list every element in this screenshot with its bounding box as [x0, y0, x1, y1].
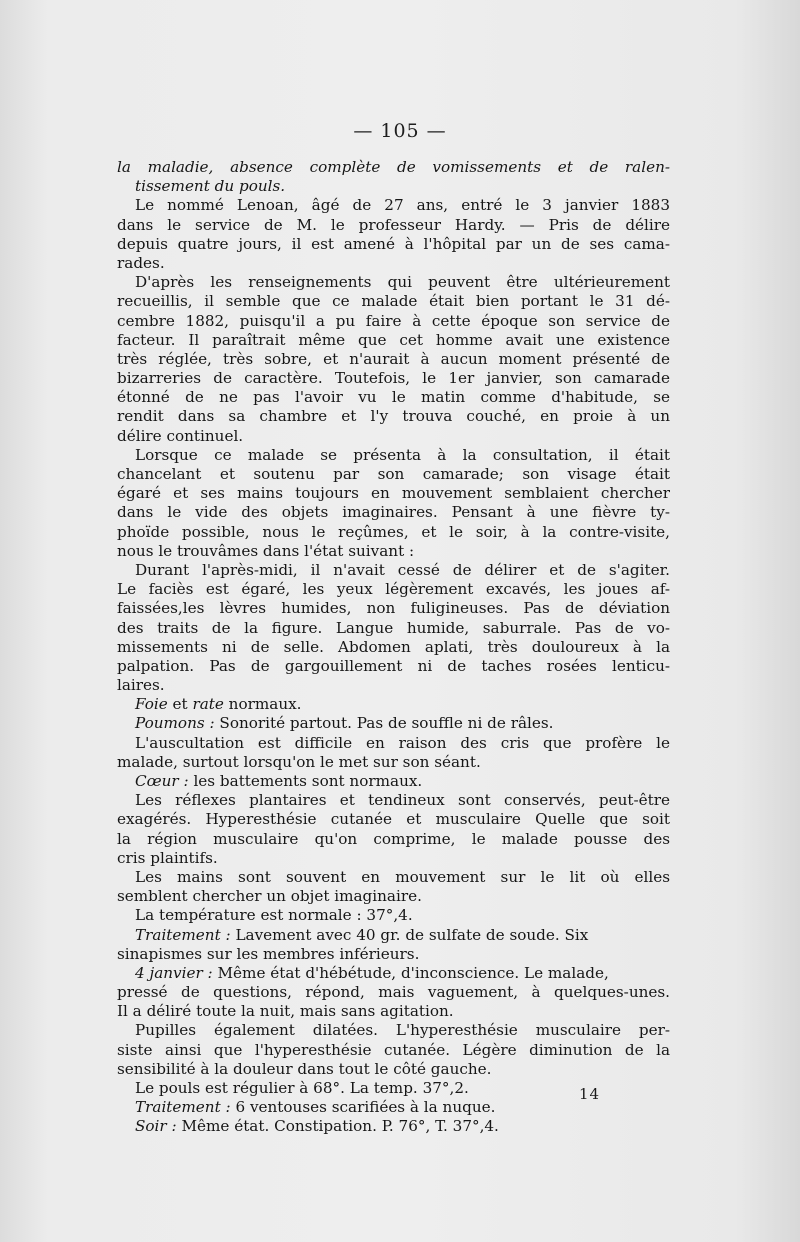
text-line: Les mains sont souvent en mouvement sur le lit où elles [135, 867, 670, 886]
line-part: Lavement avec 40 gr. de sulfate de soude. Six [235, 925, 589, 944]
text-line: Durant l'après-midi, il n'avait cessé de délirer et de s'agiter. [135, 560, 670, 579]
text-line: Le faciès est égaré, les yeux légèrement excavés, les joues af- [117, 580, 670, 599]
text-line: malade, surtout lorsqu'on le met sur son séant. [117, 752, 481, 771]
text-line: tissement du pouls. [135, 177, 286, 196]
text-line: la maladie, absence complète de vomissements et de ralen- [117, 158, 670, 176]
line-part: Même état d'hébétude, d'inconscience. Le malade, [217, 963, 609, 982]
text-line [117, 926, 670, 945]
text-line: faissées,les lèvres humides, non fuligineuses. Pas de déviation [117, 599, 670, 618]
text-line: bizarreries de caractère. Toutefois, le 1er janvier, son camarade [117, 369, 670, 388]
text-line: depuis quatre jours, il est amené à l'hôpital par un de ses cama- [117, 234, 670, 253]
text-line: palpation. Pas de gargouillement ni de taches rosées lenticu- [117, 656, 670, 675]
text-line: très réglée, très sobre, et n'aurait à aucun moment présenté de [117, 349, 670, 368]
text-line: exagérés. Hyperesthésie cutanée et musculaire Quelle que soit [117, 810, 670, 829]
text-line: délire continuel. [117, 426, 244, 445]
text-line: étonné de ne pas l'avoir vu le matin comme d'habitude, se [117, 388, 670, 407]
line-part: Sonorité partout. Pas de souffle ni de râles. [219, 714, 554, 733]
text-line: chancelant et soutenu par son camarade; son visage était [117, 465, 670, 483]
text-line: nous le trouvâmes dans l'état suivant : [117, 541, 415, 560]
text-line [117, 772, 670, 791]
signature-mark: 14 [579, 1085, 601, 1103]
text-line: dans le vide des objets imaginaires. Pensant à une fièvre ty- [117, 503, 670, 522]
text-line: recueillis, il semble que ce malade était bien portant le 31 dé- [117, 292, 670, 311]
body-text [117, 158, 670, 1137]
label-traitement: Traitement : [135, 925, 231, 944]
text-line: D'après les renseignements qui peuvent être ultérieurement [135, 273, 670, 292]
text-line: phoïde possible, nous le reçûmes, et le soir, à la contre-visite, [117, 522, 670, 541]
line-part: les battements sont normaux. [193, 772, 423, 790]
text-line: pressé de questions, répond, mais vaguement, à quelques-unes. [117, 983, 670, 1002]
text-line: L'auscultation est difficile en raison des cris que profère le [135, 733, 670, 752]
text-line: laires. [117, 676, 165, 695]
label-foie: Foie [135, 695, 168, 714]
text-line: sinapismes sur les membres inférieurs. [117, 944, 420, 963]
label-traitement: Traitement : [135, 1098, 231, 1117]
text-line [117, 714, 670, 733]
text-line: Les réflexes plantaires et tendineux sont conservés, peut-être [135, 791, 670, 810]
text-line: missements ni de selle. Abdomen aplati, très douloureux à la [117, 637, 670, 656]
label-4-janvier: 4 janvier : [135, 963, 213, 982]
label-poumons: Poumons : [135, 714, 215, 733]
text-line: siste ainsi que l'hyperesthésie cutanée. Légère diminution de la [117, 1040, 670, 1059]
text-line: des traits de la figure. Langue humide, saburrale. Pas de vo- [117, 618, 670, 637]
text-line: Le pouls est régulier à 68°. La temp. 37°,2. [135, 1079, 469, 1097]
text-line: Pupilles également dilatées. L'hyperesthésie musculaire per- [135, 1021, 670, 1040]
page-number: — 105 — [353, 120, 447, 142]
text-line: la région musculaire qu'on comprime, le malade pousse des [117, 829, 670, 848]
line-part: et rate normaux. [172, 695, 302, 714]
label-coeur: Cœur : [135, 772, 189, 790]
text-line: La température est normale : 37°,4. [135, 906, 413, 925]
label-rate: rate [192, 695, 224, 714]
text-line: facteur. Il paraîtrait même que cet homme avait une existence [117, 330, 670, 349]
text-line: cris plaintifs. [117, 848, 218, 867]
text-line: rades. [117, 253, 165, 272]
text-line [117, 1117, 670, 1136]
text-line: cembre 1882, puisqu'il a pu faire à cette époque son service de [117, 311, 670, 330]
text-line: égaré et ses mains toujours en mouvement semblaient chercher [117, 484, 670, 503]
label-soir: Soir : [135, 1117, 177, 1136]
line-part: Même état. Constipation. P. 76°, T. 37°,4. [181, 1117, 499, 1136]
text-line: Lorsque ce malade se présenta à la consultation, il était [135, 445, 670, 464]
text-line: semblent chercher un objet imaginaire. [117, 887, 422, 906]
text-line: Le nommé Lenoan, âgé de 27 ans, entré le 3 janvier 1883 [135, 196, 670, 215]
text-line: rendit dans sa chambre et l'y trouva couché, en proie à un [117, 407, 670, 426]
line-part: 6 ventouses scarifiées à la nuque. [235, 1098, 496, 1117]
text-line: Il a déliré toute la nuit, mais sans agitation. [117, 1002, 454, 1021]
text-line: dans le service de M. le professeur Hardy. — Pris de délire [117, 215, 670, 234]
text-line [117, 964, 670, 983]
text-line [117, 695, 670, 714]
text-line: sensibilité à la douleur dans tout le côté gauche. [117, 1059, 492, 1078]
